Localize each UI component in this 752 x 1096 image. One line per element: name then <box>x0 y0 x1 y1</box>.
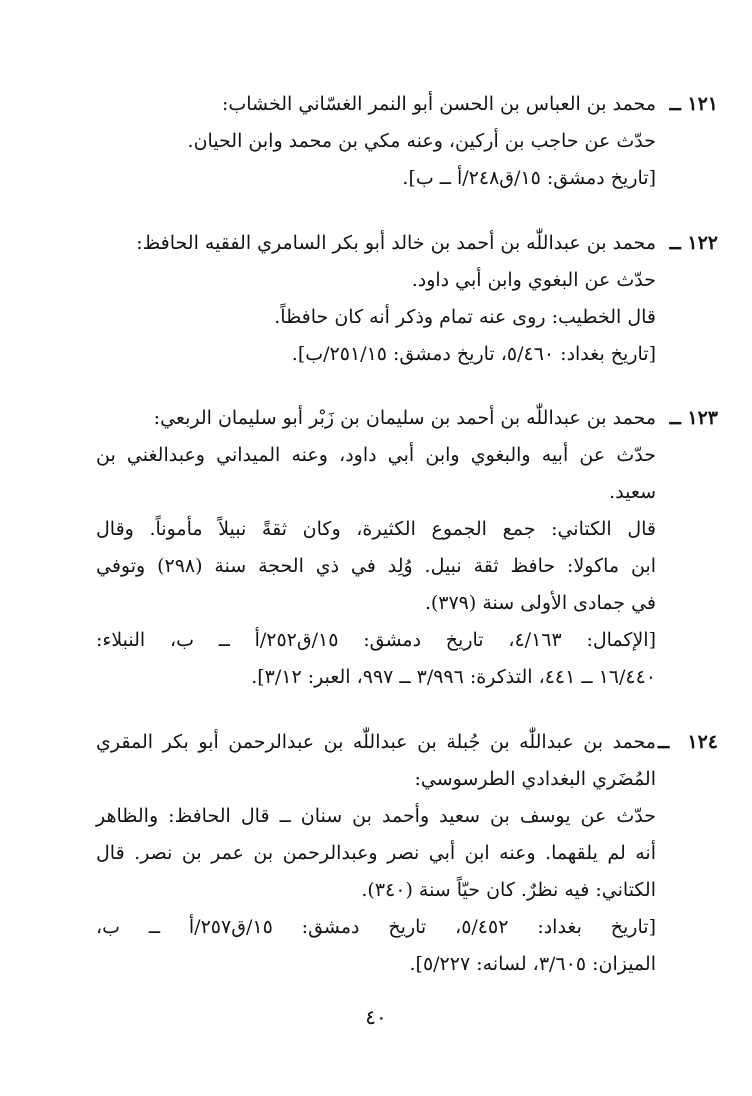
entry-text-line: في جمادى الأولى سنة (٣٧٩). <box>424 592 656 614</box>
entry-heading: محمد بن عبداللّٰه بن أحمد بن خالد أبو بكر السامري الفقيه الحافظ: <box>136 232 656 254</box>
entry-heading-line <box>96 225 718 262</box>
biography-entry-123 <box>96 400 718 696</box>
entry-reference-line: [تاريخ بغداد: ٥/٤٦٠، تاريخ دمشق: ٢٥١/١٥/ب]. <box>291 343 656 365</box>
entry-text-line: حدّث عن حاجب بن أركين، وعنه مكي بن محمد وابن الحيان. <box>187 130 656 152</box>
entry-heading-line <box>96 724 718 761</box>
entry-reference-line: [الإكمال: ٤/١٦٣، تاريخ دمشق: ١٥/ق٢٥٢/أ ــ ب، النبلاء: <box>96 629 656 651</box>
entry-text-line: الكتاني: فيه نظرٌ. كان حيّاً سنة (٣٤٠). <box>361 879 656 901</box>
entry-text-line: حدّث عن البغوي وابن أبي داود. <box>411 269 656 291</box>
biography-entry-121 <box>96 86 718 197</box>
entry-heading-line <box>96 400 718 437</box>
entry-text-line: سعيد. <box>609 481 656 503</box>
entry-text-line: قال الكتاني: جمع الجموع الكثيرة، وكان ثقةً نبيلاً مأموناً. وقال <box>96 518 656 540</box>
entry-text-line: قال الخطيب: روى عنه تمام وذكر أنه كان حافظاً. <box>274 306 656 328</box>
entry-heading-line <box>96 86 718 123</box>
biography-entry-122 <box>96 225 718 373</box>
entry-text-line: ابن ماكولا: حافظ ثقة نبيل. وُلِد في ذي الحجة سنة (٢٩٨) وتوفي <box>96 555 656 577</box>
entry-number: ١٢٤ ــ <box>658 731 718 753</box>
entry-text-line: حدّث عن يوسف بن سعيد وأحمد بن سنان ــ قال الحافظ: والظاهر <box>96 805 656 827</box>
entry-reference-line: [تاريخ دمشق: ١٥/ق٢٤٨/أ ــ ب]. <box>402 167 656 189</box>
entry-text-line: أنه لم يلقهما. وعنه ابن أبي نصر وعبدالرحمن بن عمر بن نصر. قال <box>96 842 656 864</box>
entry-heading: محمد بن عبداللّٰه بن جُبلة بن عبداللّٰه بن عبدالرحمن أبو بكر المقري <box>96 731 656 753</box>
entry-number: ١٢١ ــ <box>669 93 718 115</box>
entry-text-line: حدّث عن أبيه والبغوي وابن أبي داود، وعنه الميداني وعبدالغني بن <box>96 444 656 466</box>
page-number: ٤٠ <box>365 1005 387 1029</box>
entry-number: ١٢٢ ــ <box>669 232 718 254</box>
entry-heading-continued: المُضَري البغدادي الطرسوسي: <box>414 768 656 790</box>
entry-number: ١٢٣ ــ <box>669 407 718 429</box>
biography-entry-124 <box>96 724 718 983</box>
entry-heading: محمد بن عبداللّٰه بن أحمد بن سليمان بن زَبْر أبو سليمان الربعي: <box>153 407 656 429</box>
entry-heading: محمد بن العباس بن الحسن أبو النمر الغسّاني الخشاب: <box>221 93 656 115</box>
entry-reference-line: الميزان: ٣/٦٠٥، لسانه: ٥/٢٢٧]. <box>409 953 656 975</box>
entry-reference-line: [تاريخ بغداد: ٥/٤٥٢، تاريخ دمشق: ١٥/ق٢٥٧/أ ــ ب، <box>96 916 656 938</box>
entry-reference-line: ١٦/٤٤٠ ــ ٤٤١، التذكرة: ٣/٩٩٦ ــ ٩٩٧، العبر: ٣/١٢]. <box>251 666 656 688</box>
